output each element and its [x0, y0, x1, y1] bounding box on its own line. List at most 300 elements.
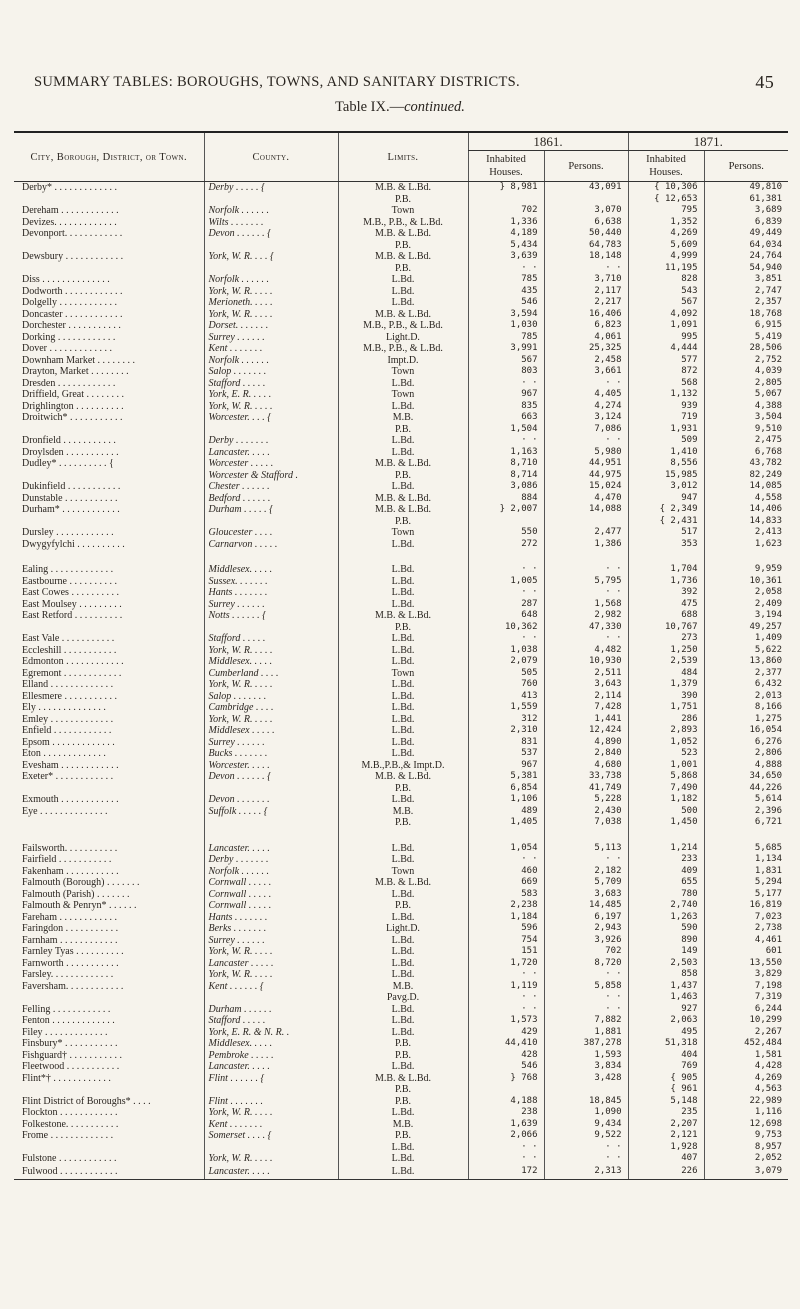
persons-1871-cell: 2,806 [704, 748, 788, 760]
persons-1861-cell: 1,386 [544, 539, 628, 551]
persons-1871-cell: 22,989 [704, 1096, 788, 1108]
houses-1861-cell: 1,504 [468, 424, 544, 436]
header-place: City, Borough, District, or Town. [14, 132, 204, 182]
houses-1861-cell: 2,079 [468, 656, 544, 668]
persons-1871-cell: 4,888 [704, 760, 788, 772]
place-cell: Diss . . . . . . . . . . . . . . [22, 274, 110, 285]
persons-1871-cell: 5,685 [704, 843, 788, 855]
table-row [14, 912, 788, 924]
houses-1861-cell: } 768 [468, 1073, 544, 1085]
place-cell: Fulwood . . . . . . . . . . . . [14, 1165, 204, 1180]
place-cell: Falmouth & Penryn* . . . . . . [22, 900, 137, 911]
houses-1861-cell: 3,594 [468, 309, 544, 321]
county-cell: Suffolk . . . . . { [204, 806, 338, 818]
houses-1861-cell: 663 [468, 412, 544, 424]
county-cell: Derby . . . . . { [204, 182, 338, 194]
place-cell: Dewsbury . . . . . . . . . . . . [22, 251, 124, 262]
place-cell [14, 1142, 204, 1154]
persons-1871-cell: 13,860 [704, 656, 788, 668]
table-row [14, 355, 788, 367]
limits-cell: M.B. & L.Bd. [338, 504, 468, 516]
county-cell: Durham . . . . . { [204, 504, 338, 516]
persons-1871-cell: 2,058 [704, 587, 788, 599]
place-cell [14, 992, 204, 1004]
county-cell: Worcester. . . . { [204, 412, 338, 424]
persons-1871-cell: 4,039 [704, 366, 788, 378]
houses-1861-cell: 435 [468, 286, 544, 298]
table-row [14, 866, 788, 878]
county-cell: Cornwall . . . . . [204, 889, 338, 901]
table-row [14, 981, 788, 993]
table-row [14, 332, 788, 344]
limits-cell: L.Bd. [338, 1061, 468, 1073]
limits-cell: P.B. [338, 194, 468, 206]
persons-1861-cell: 4,405 [544, 389, 628, 401]
place-cell: Downham Market . . . . . . . . [22, 354, 136, 366]
limits-cell: L.Bd. [338, 1004, 468, 1016]
houses-1871-cell: 273 [628, 633, 704, 645]
persons-1871-cell: 2,805 [704, 378, 788, 390]
place-cell: Flint*† . . . . . . . . . . . . [22, 1072, 111, 1084]
persons-1871-cell: 2,752 [704, 355, 788, 367]
houses-1871-cell: 8,556 [628, 458, 704, 470]
table-row [14, 458, 788, 470]
county-cell: York, W. R. . . . . [204, 1107, 338, 1119]
table-row [14, 737, 788, 749]
houses-1861-cell: 6,854 [468, 783, 544, 795]
persons-1871-cell [704, 829, 788, 843]
limits-cell: L.Bd. [338, 725, 468, 737]
persons-1861-cell: 2,217 [544, 297, 628, 309]
place-cell: Dorchester . . . . . . . . . . . [22, 320, 121, 331]
place-cell: Evesham . . . . . . . . . . . . [22, 759, 119, 771]
persons-1871-cell: 3,851 [704, 274, 788, 286]
county-cell: Stafford . . . . . [204, 1015, 338, 1027]
houses-1861-cell: 1,038 [468, 645, 544, 657]
place-cell: Dudley* . . . . . . . . . . { [22, 458, 114, 469]
houses-1871-cell [628, 829, 704, 843]
houses-1861-cell [468, 1084, 544, 1096]
place-cell: Doncaster . . . . . . . . . . . . [22, 308, 123, 320]
county-cell: Middlesex . . . . . [204, 725, 338, 737]
houses-1871-cell: { 961 [628, 1084, 704, 1096]
table-row [14, 343, 788, 355]
limits-cell: M.B. & L.Bd. [338, 771, 468, 783]
place-cell: Drayton, Market . . . . . . . . [22, 366, 129, 377]
table-row [14, 539, 788, 551]
county-cell: Worcester & Stafford . [204, 470, 338, 482]
limits-cell: M.B., P.B., & L.Bd. [338, 343, 468, 355]
table-row [14, 1027, 788, 1039]
houses-1871-cell: 475 [628, 599, 704, 611]
limits-cell: M.B. & L.Bd. [338, 458, 468, 470]
place-cell: Driffield, Great . . . . . . . . [22, 389, 125, 400]
table-row [14, 1107, 788, 1119]
persons-1871-cell: 8,957 [704, 1142, 788, 1154]
limits-cell: L.Bd. [338, 447, 468, 459]
persons-1871-cell: 4,461 [704, 935, 788, 947]
place-cell [14, 817, 204, 829]
persons-1871-cell: 6,721 [704, 817, 788, 829]
place-cell: Farnley Tyas . . . . . . . . . . [22, 946, 124, 957]
houses-1861-cell: 884 [468, 493, 544, 505]
table-row [14, 424, 788, 436]
place-cell: Emley . . . . . . . . . . . . . [22, 713, 114, 725]
place-cell: Dover . . . . . . . . . . . . . [22, 343, 112, 354]
houses-1861-cell [468, 194, 544, 206]
persons-1871-cell: 4,388 [704, 401, 788, 413]
table-row [14, 309, 788, 321]
table-row [14, 378, 788, 390]
persons-1871-cell: 8,166 [704, 702, 788, 714]
county-cell: Salop . . . . . . . [204, 366, 338, 378]
houses-1871-cell: 780 [628, 889, 704, 901]
houses-1861-cell: 8,710 [468, 458, 544, 470]
county-cell: York, W. R. . . . . [204, 286, 338, 298]
houses-1871-cell: { 2,349 [628, 504, 704, 516]
houses-1871-cell: 409 [628, 866, 704, 878]
persons-1871-cell: 5,614 [704, 794, 788, 806]
limits-cell [338, 829, 468, 843]
limits-cell: P.B. [338, 900, 468, 912]
limits-cell: L.Bd. [338, 946, 468, 958]
table-row [14, 656, 788, 668]
persons-1861-cell: 1,441 [544, 714, 628, 726]
persons-1861-cell [544, 194, 628, 206]
limits-cell: P.B. [338, 1130, 468, 1142]
houses-1871-cell: 286 [628, 714, 704, 726]
county-cell: Middlesex. . . . . [204, 656, 338, 668]
limits-cell: M.B. & L.Bd. [338, 251, 468, 263]
table-row [14, 714, 788, 726]
county-cell [204, 783, 338, 795]
houses-1871-cell: 655 [628, 877, 704, 889]
county-cell: Dorset. . . . . . . [204, 320, 338, 332]
table-row [14, 1165, 788, 1180]
table-row [14, 645, 788, 657]
houses-1861-cell: 4,189 [468, 228, 544, 240]
limits-cell: L.Bd. [338, 633, 468, 645]
county-cell: Kent . . . . . . . [204, 1119, 338, 1131]
persons-1871-cell: 1,409 [704, 633, 788, 645]
houses-1861-cell: 489 [468, 806, 544, 818]
limits-cell: L.Bd. [338, 737, 468, 749]
houses-1861-cell: · · [468, 1142, 544, 1154]
persons-1861-cell: 2,430 [544, 806, 628, 818]
persons-1861-cell: 4,890 [544, 737, 628, 749]
table-row [14, 217, 788, 229]
table-row [14, 412, 788, 424]
county-cell [204, 424, 338, 436]
place-cell: Fareham . . . . . . . . . . . . [22, 911, 117, 923]
table-row [14, 1084, 788, 1096]
county-cell: Worcester. . . . . [204, 760, 338, 772]
houses-1871-cell: 2,207 [628, 1119, 704, 1131]
persons-1871-cell: 34,650 [704, 771, 788, 783]
persons-1861-cell: 44,951 [544, 458, 628, 470]
houses-1861-cell [468, 550, 544, 564]
header-year-1861: 1861. [468, 132, 628, 151]
continued-label: continued. [404, 99, 465, 115]
table-row [14, 969, 788, 981]
limits-cell: L.Bd. [338, 794, 468, 806]
table-row [14, 935, 788, 947]
table-row [14, 725, 788, 737]
persons-1861-cell: 6,823 [544, 320, 628, 332]
county-cell: Kent . . . . . . . [204, 343, 338, 355]
county-cell: Kent . . . . . . { [204, 981, 338, 993]
table-row [14, 516, 788, 528]
persons-1861-cell: 9,434 [544, 1119, 628, 1131]
table-label: Table IX.— [335, 99, 405, 115]
place-cell: Fakenham . . . . . . . . . . . [22, 865, 119, 877]
persons-1871-cell: 9,959 [704, 564, 788, 576]
persons-1861-cell: 1,881 [544, 1027, 628, 1039]
county-cell: Norfolk . . . . . . [204, 866, 338, 878]
houses-1861-cell: 754 [468, 935, 544, 947]
persons-1871-cell: 2,409 [704, 599, 788, 611]
limits-cell: L.Bd. [338, 599, 468, 611]
houses-1871-cell: 1,052 [628, 737, 704, 749]
persons-1871-cell: 82,249 [704, 470, 788, 482]
houses-1871-cell: 233 [628, 854, 704, 866]
persons-1861-cell: · · [544, 1153, 628, 1165]
persons-1861-cell: 6,197 [544, 912, 628, 924]
persons-1861-cell: 3,834 [544, 1061, 628, 1073]
place-cell: Falmouth (Borough) . . . . . . . [22, 877, 140, 888]
county-cell: Carnarvon . . . . . [204, 539, 338, 551]
houses-1861-cell: 1,054 [468, 843, 544, 855]
table-row [14, 297, 788, 309]
table-row [14, 923, 788, 935]
houses-1871-cell: 1,410 [628, 447, 704, 459]
county-cell: York, W. R. . . . { [204, 251, 338, 263]
table-row [14, 992, 788, 1004]
limits-cell: L.Bd. [338, 935, 468, 947]
table-row [14, 1130, 788, 1142]
persons-1861-cell: 2,114 [544, 691, 628, 703]
houses-1861-cell: 1,106 [468, 794, 544, 806]
houses-1871-cell: 1,379 [628, 679, 704, 691]
persons-1861-cell: 6,638 [544, 217, 628, 229]
county-cell: Middlesex. . . . . [204, 564, 338, 576]
county-cell: Pembroke . . . . . [204, 1050, 338, 1062]
persons-1861-cell: 702 [544, 946, 628, 958]
table-row [14, 679, 788, 691]
place-cell: Eye . . . . . . . . . . . . . . [22, 805, 108, 817]
county-cell: Cumberland . . . . [204, 668, 338, 680]
county-cell: York, E. R. . . . . [204, 389, 338, 401]
persons-1861-cell: · · [544, 587, 628, 599]
limits-cell: L.Bd. [338, 679, 468, 691]
table-row [14, 527, 788, 539]
place-cell: Dorking . . . . . . . . . . . . [22, 331, 116, 343]
limits-cell: L.Bd. [338, 656, 468, 668]
place-cell: Fleetwood . . . . . . . . . . . [22, 1061, 120, 1072]
houses-1861-cell: 803 [468, 366, 544, 378]
table-row [14, 194, 788, 206]
place-cell: Falmouth (Parish) . . . . . . . [22, 888, 130, 900]
persons-1871-cell: 3,504 [704, 412, 788, 424]
houses-1861-cell: 1,119 [468, 981, 544, 993]
place-cell: Folkestone. . . . . . . . . . . [22, 1118, 119, 1130]
place-cell [14, 194, 204, 206]
houses-1861-cell: 460 [468, 866, 544, 878]
persons-1871-cell [704, 550, 788, 564]
limits-cell: Town [338, 205, 468, 217]
houses-1861-cell: · · [468, 587, 544, 599]
table-row [14, 470, 788, 482]
houses-1871-cell: 235 [628, 1107, 704, 1119]
persons-1861-cell: · · [544, 992, 628, 1004]
county-cell: Norfolk . . . . . . [204, 205, 338, 217]
county-cell: Flint . . . . . . . [204, 1096, 338, 1108]
place-cell: Dresden . . . . . . . . . . . . [22, 377, 116, 389]
county-cell: Devon . . . . . . . [204, 794, 338, 806]
houses-1861-cell: 1,030 [468, 320, 544, 332]
limits-cell: L.Bd. [338, 691, 468, 703]
houses-1871-cell: 7,490 [628, 783, 704, 795]
houses-1861-cell: 10,362 [468, 622, 544, 634]
persons-1871-cell: 2,747 [704, 286, 788, 298]
county-cell: York, W. R. . . . . [204, 309, 338, 321]
limits-cell: L.Bd. [338, 564, 468, 576]
place-cell: Dwygyfylchi . . . . . . . . . . [22, 538, 125, 550]
persons-1871-cell: 13,550 [704, 958, 788, 970]
limits-cell: M.B.,P.B.,& Impt.D. [338, 760, 468, 772]
county-cell: Stafford . . . . . [204, 633, 338, 645]
persons-1861-cell: 7,428 [544, 702, 628, 714]
place-cell: Farnham . . . . . . . . . . . . [22, 934, 118, 946]
limits-cell: M.B. & L.Bd. [338, 1073, 468, 1085]
limits-cell: P.B. [338, 263, 468, 275]
persons-1871-cell: 6,915 [704, 320, 788, 332]
persons-1871-cell: 14,085 [704, 481, 788, 493]
houses-1861-cell: 3,991 [468, 343, 544, 355]
place-cell: Eccleshill . . . . . . . . . . . [22, 644, 117, 656]
table-row [14, 274, 788, 286]
persons-1871-cell: 2,396 [704, 806, 788, 818]
persons-1861-cell: 8,720 [544, 958, 628, 970]
limits-cell: L.Bd. [338, 401, 468, 413]
county-cell: Derby . . . . . . . [204, 854, 338, 866]
persons-1871-cell: 1,275 [704, 714, 788, 726]
table-row [14, 748, 788, 760]
persons-1861-cell [544, 550, 628, 564]
limits-cell: M.B., P.B., & L.Bd. [338, 217, 468, 229]
houses-1861-cell: 2,066 [468, 1130, 544, 1142]
persons-1871-cell: 1,116 [704, 1107, 788, 1119]
place-cell: Fenton . . . . . . . . . . . . . [22, 1015, 115, 1026]
table-row [14, 622, 788, 634]
houses-1871-cell: 1,928 [628, 1142, 704, 1154]
persons-1861-cell: 5,795 [544, 576, 628, 588]
county-cell [204, 992, 338, 1004]
persons-1861-cell: 7,038 [544, 817, 628, 829]
limits-cell: M.B. & L.Bd. [338, 309, 468, 321]
limits-cell: M.B. [338, 981, 468, 993]
houses-1871-cell: 1,931 [628, 424, 704, 436]
table-row [14, 877, 788, 889]
table-row [14, 843, 788, 855]
county-cell: Cambridge . . . . [204, 702, 338, 714]
table-row [14, 829, 788, 843]
houses-1871-cell: 567 [628, 297, 704, 309]
houses-1871-cell: 890 [628, 935, 704, 947]
county-cell: York, W. R. . . . . [204, 1153, 338, 1165]
houses-1871-cell: 795 [628, 205, 704, 217]
persons-1861-cell: 1,090 [544, 1107, 628, 1119]
houses-1871-cell: { 10,306 [628, 182, 704, 194]
table-body [14, 182, 788, 1180]
county-cell: Worcester . . . . . [204, 458, 338, 470]
persons-1861-cell: · · [544, 263, 628, 275]
persons-1861-cell: · · [544, 378, 628, 390]
houses-1861-cell: 8,714 [468, 470, 544, 482]
county-cell: Surrey . . . . . . [204, 599, 338, 611]
persons-1871-cell: 3,194 [704, 610, 788, 622]
county-cell: Lancaster. . . . . [204, 1165, 338, 1180]
limits-cell: M.B. & L.Bd. [338, 228, 468, 240]
houses-1861-cell: 583 [468, 889, 544, 901]
county-cell: York, W. R. . . . . [204, 969, 338, 981]
houses-1871-cell: 407 [628, 1153, 704, 1165]
limits-cell: L.Bd. [338, 297, 468, 309]
county-cell: Merioneth. . . . . [204, 297, 338, 309]
houses-1861-cell [468, 829, 544, 843]
table-row [14, 504, 788, 516]
county-cell [204, 829, 338, 843]
limits-cell: P.B. [338, 1096, 468, 1108]
houses-1861-cell [468, 516, 544, 528]
persons-1871-cell: 24,764 [704, 251, 788, 263]
houses-1871-cell: 5,609 [628, 240, 704, 252]
houses-1861-cell: 5,434 [468, 240, 544, 252]
county-cell: Hants . . . . . . . [204, 587, 338, 599]
county-cell: Wilts . . . . . . . [204, 217, 338, 229]
houses-1871-cell: 2,121 [628, 1130, 704, 1142]
houses-1871-cell: 392 [628, 587, 704, 599]
county-cell: Norfolk . . . . . . [204, 355, 338, 367]
table-row [14, 691, 788, 703]
persons-1861-cell: · · [544, 564, 628, 576]
houses-1861-cell: 413 [468, 691, 544, 703]
header-inhabited-1871: Inhabited Houses. [628, 151, 704, 182]
place-cell: Dodworth . . . . . . . . . . . . [22, 285, 123, 297]
houses-1871-cell: 149 [628, 946, 704, 958]
place-cell: Dereham . . . . . . . . . . . . [22, 205, 119, 216]
table-row [14, 771, 788, 783]
header-year-1871: 1871. [628, 132, 788, 151]
houses-1861-cell: 272 [468, 539, 544, 551]
place-cell: Durham* . . . . . . . . . . . . [22, 504, 120, 515]
persons-1871-cell: 2,357 [704, 297, 788, 309]
persons-1871-cell: 5,419 [704, 332, 788, 344]
persons-1871-cell: 14,406 [704, 504, 788, 516]
limits-cell: L.Bd. [338, 286, 468, 298]
limits-cell: L.Bd. [338, 1027, 468, 1039]
houses-1871-cell: 2,503 [628, 958, 704, 970]
limits-cell: M.B., P.B., & L.Bd. [338, 320, 468, 332]
county-cell [204, 622, 338, 634]
place-cell: Droylsden . . . . . . . . . . . [22, 446, 119, 458]
table-row [14, 854, 788, 866]
limits-cell: Impt.D. [338, 355, 468, 367]
persons-1871-cell: 3,829 [704, 969, 788, 981]
county-cell: Hants . . . . . . . [204, 912, 338, 924]
persons-1861-cell: 5,113 [544, 843, 628, 855]
houses-1871-cell: 226 [628, 1165, 704, 1180]
